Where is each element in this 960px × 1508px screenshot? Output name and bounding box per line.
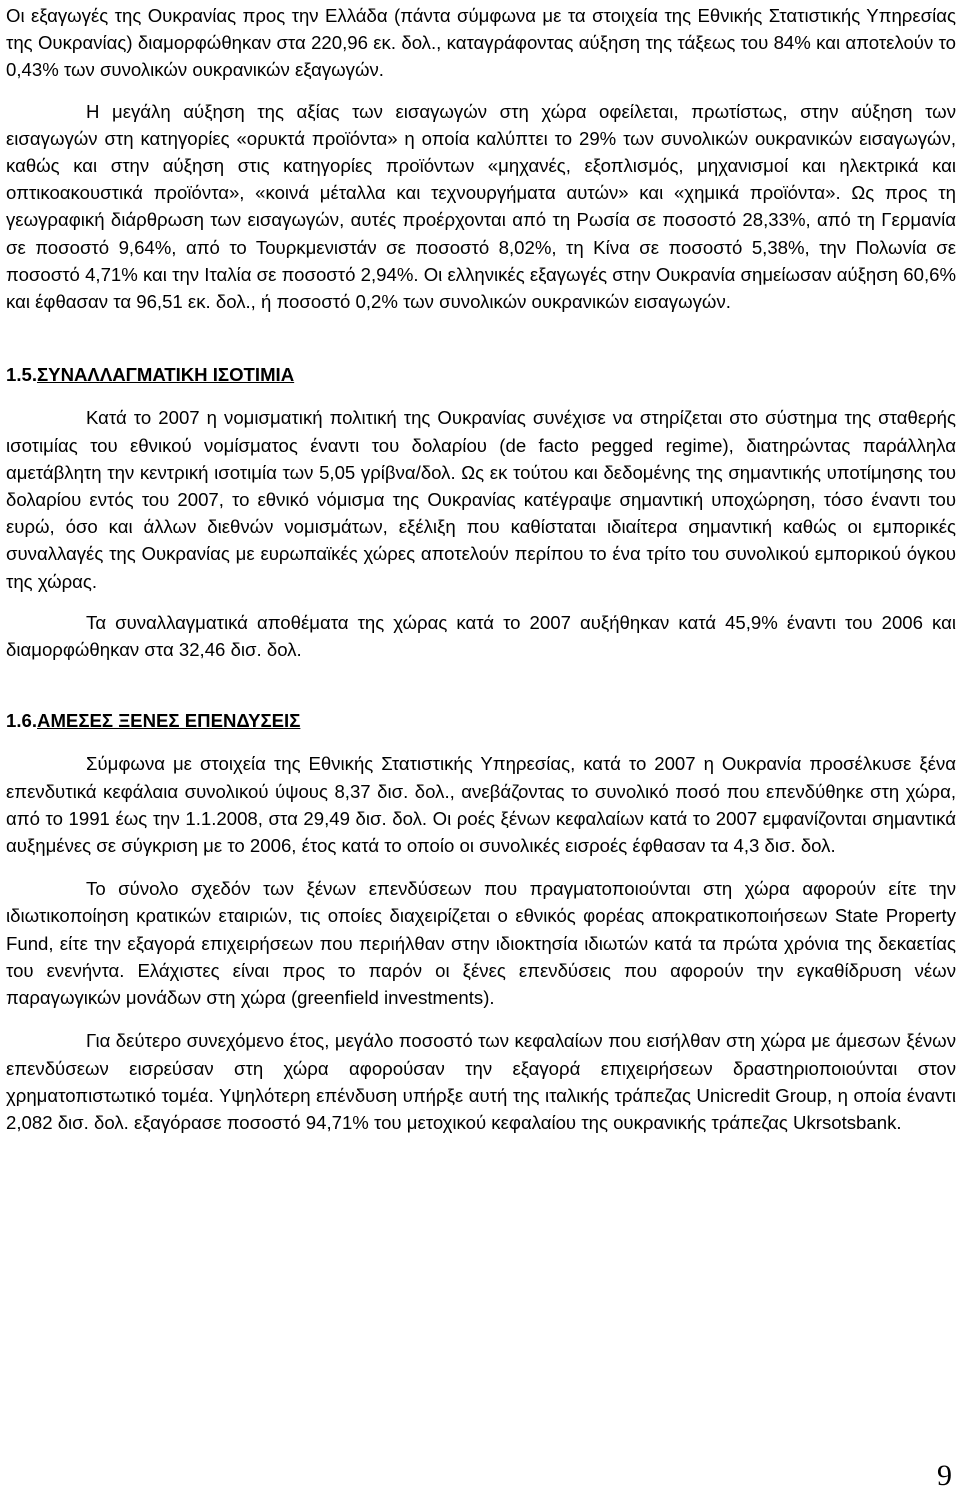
heading-number: 1.5.	[6, 364, 38, 386]
heading-title: ΣΥΝΑΛΛΑΓΜΑΤΙΚΗ ΙΣΟΤΙΜΙΑ	[37, 364, 295, 386]
heading-title: ΑΜΕΣΕΣ ΞΕΝΕΣ ΕΠΕΝΔΥΣΕΙΣ	[37, 710, 301, 732]
heading-foreign-investment	[6, 707, 956, 734]
paragraph-monetary-policy: Κατά το 2007 η νομισματική πολιτική της Ουκρανίας συνέχισε να στηρίζεται στο σύστημα της σταθερής ισοτιμίας του εθνικού νομίσματος έναντι του δολαρίου (de facto pegged regime), διατηρώντας παράλληλα αμετάβλητη την κεντρική ισοτιμία των 5,05 γρίβνα/δολ. Ως εκ τούτου και δεδομένης της σημαντικής υποτίμησης του δολαρίου εντός του 2007, το εθνικό νόμισμα της Ουκρανίας κατέγραψε σημαντική υποχώρηση, τόσο έναντι του ευρώ, όσο και άλλων διεθνών νομισμάτων, εξέλιξη που καθίσταται ιδιαίτερα σημαντική καθώς οι εμπορικές συναλλαγές της Ουκρανίας με ευρωπαϊκές χώρες αποτελούν περίπου το ένα τρίτο του συνολικού εμπορικού όγκου της χώρας.	[6, 407, 956, 592]
paragraph-banking-acquisitions: Για δεύτερο συνεχόμενο έτος, μεγάλο ποσοστό των κεφαλαίων που εισήλθαν στη χώρα με άμεσων ξένων επενδύσεων εισρεύσαν στη χώρα αφορούσαν την εξαγορά επιχειρήσεων δραστηριοποιούνται στον χρηματοπιστωτικό τομέα. Υψηλότερη επένδυση υπήρξε αυτή της ιταλικής τράπεζας Unicredit Group, η οποία έναντι 2,082 δισ. δολ. εξαγόρασε ποσοστό 94,71% του μετοχικού κεφαλαίου της ουκρανικής τράπεζας Ukrsotsbank.	[6, 1030, 956, 1133]
paragraph-imports-growth: Η μεγάλη αύξηση της αξίας των εισαγωγών στη χώρα οφείλεται, πρωτίστως, στην αύξηση των εισαγωγών στη κατηγορίες «ορυκτά προϊόντα» η οποία καλύπτει το 29% των συνολικών ουκρανικών εισαγωγών, καθώς και στην αύξηση στις κατηγορίες προϊόντων «μηχανές, εξοπλισμός, μηχανισμοί και ηλεκτρικά και οπτικοακουστικά προϊόντα», «κοινά μέταλλα και τεχνουργήματα αυτών» και «χημικά προϊόντα». Ως προς τη γεωγραφική διάρθρωση των εισαγωγών, αυτές προέρχονται από τη Ρωσία σε ποσοστό 28,33%, από τη Γερμανία σε ποσοστό 9,64%, από το Τουρκμενιστάν σε ποσοστό 8,02%, τη Κίνα σε ποσοστό 5,38%, την Πολωνία σε ποσοστό 4,71% και την Ιταλία σε ποσοστό 2,94%. Οι ελληνικές εξαγωγές στην Ουκρανία σημείωσαν αύξηση 60,6% και έφθασαν τα 96,51 εκ. δολ., ή ποσοστό 0,2% των συνολικών ουκρανικών εισαγωγών.	[6, 100, 956, 313]
document-page	[6, 0, 956, 1136]
paragraph-ukraine-exports-to-greece: Οι εξαγωγές της Ουκρανίας προς την Ελλάδα (πάντα σύμφωνα με τα στοιχεία της Εθνικής Στατιστικής Υπηρεσίας της Ουκρανίας) διαμορφώθηκαν στα 220,96 εκ. δολ., καταγράφοντας αύξηση της τάξεως του 84% και αποτελούν το 0,43% των συνολικών ουκρανικών εξαγωγών.	[6, 5, 956, 81]
paragraph-fdi-composition: Το σύνολο σχεδόν των ξένων επενδύσεων που πραγματοποιούνται στη χώρα αφορούν είτε την ιδιωτικοποίηση κρατικών εταιριών, τις οποίες διαχειρίζεται ο εθνικός φορέας αποκρατικοποιήσεων State Property Fund, είτε την εξαγορά επιχειρήσεων που περιήλθαν στην ιδιοκτησία ιδιωτών κατά τα πρώτα χρόνια της δεκαετίας του ενενήντα. Ελάχιστες είναι προς το παρόν οι ξένες επενδύσεις που αφορούν την εγκαθίδρυση νέων παραγωγικών μονάδων στη χώρα (greenfield investments).	[6, 878, 956, 1009]
page-number: 9	[937, 1459, 952, 1492]
heading-number: 1.6.	[6, 710, 38, 732]
heading-exchange-rate	[6, 361, 956, 388]
paragraph-fdi-inflows: Σύμφωνα με στοιχεία της Εθνικής Στατιστικής Υπηρεσίας, κατά το 2007 η Ουκρανία προσέλκυσε ξένα επενδυτικά κεφάλαια συνολικού ύψους 8,37 δισ. δολ., ανεβάζοντας το συνολικό ποσό που επενδύθηκε στη χώρα, από το 1991 έως την 1.1.2008, στα 29,49 δισ. δολ. Οι ροές ξένων κεφαλαίων κατά το 2007 εμφανίζονται σημαντικά αυξημένες σε σύγκριση με το 2006, έτος κατά το οποίο οι συνολικές εισροές έφθασαν τα 4,3 δισ. δολ.	[6, 753, 956, 857]
paragraph-fx-reserves: Τα συναλλαγματικά αποθέματα της χώρας κατά το 2007 αυξήθηκαν κατά 45,9% έναντι του 2006 και διαμορφώθηκαν στα 32,46 δισ. δολ.	[6, 611, 956, 661]
